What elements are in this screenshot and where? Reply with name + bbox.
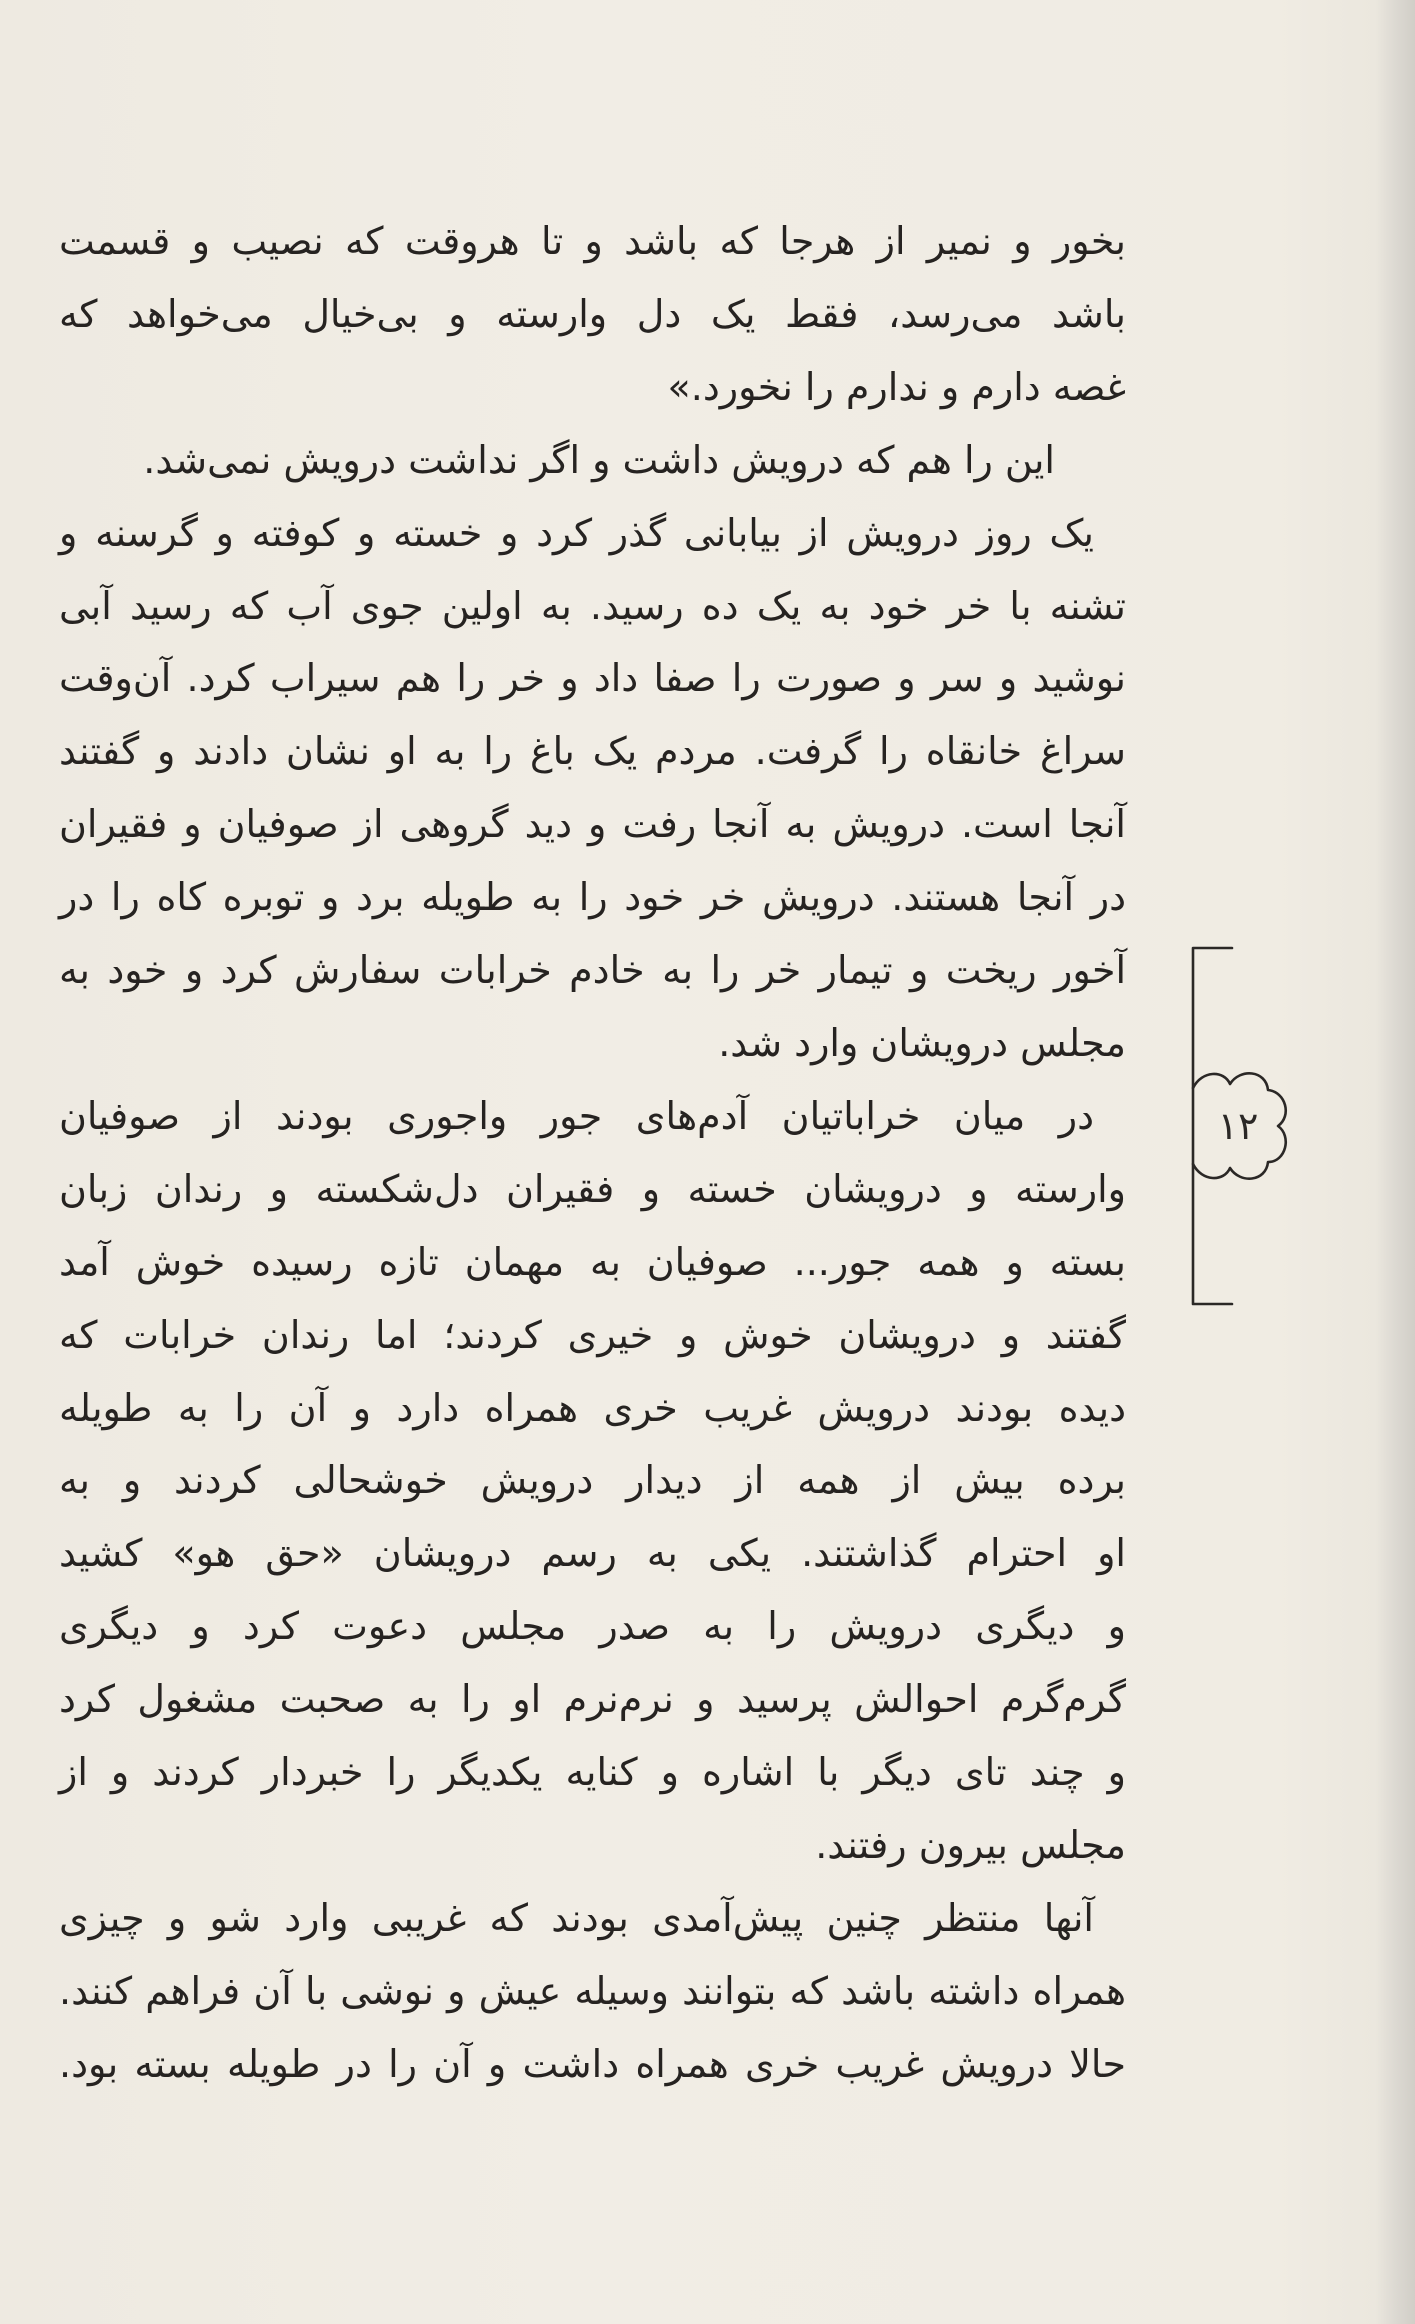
text-line: نوشید و سر و صورت را صفا داد و خر را هم سیراب کرد. آن‌وقت xyxy=(59,656,1126,701)
text-line: در میان خراباتیان آدم‌های جور واجوری بودند از صوفیان xyxy=(59,1093,1094,1138)
text-line: و دیگری درویش را به صدر مجلس دعوت کرد و دیگری xyxy=(59,1604,1126,1649)
text-line: و چند تای دیگر با اشاره و کنایه یکدیگر را خبردار کردند و از xyxy=(59,1750,1126,1795)
paragraph xyxy=(59,497,1126,1080)
text-line: مجلس بیرون رفتند. xyxy=(815,1822,1126,1867)
paragraph xyxy=(59,1882,1126,2101)
text-line: بخور و نمیر از هرجا که باشد و تا هروقت که نصیب و قسمت xyxy=(59,219,1126,263)
page-number-marker xyxy=(1180,930,1310,1330)
page-number: ۱۲ xyxy=(1217,1104,1259,1148)
text-line: تشنه با خر خود به یک ده رسید. به اولین جوی آب که رسید آبی xyxy=(59,583,1126,628)
text-line: برده بیش از همه از دیدار درویش خوشحالی کردند و به xyxy=(59,1458,1126,1503)
text-line: غصه دارم و ندارم را نخورد.» xyxy=(667,364,1126,409)
text-line: دیده بودند درویش غریب خری همراه دارد و آن را به طویله xyxy=(59,1385,1126,1430)
text-line: آنها منتظر چنین پیش‌آمدی بودند که غریبی وارد شو و چیزی xyxy=(59,1895,1094,1940)
page-text xyxy=(59,205,1126,2101)
text-line: بسته و همه جور... صوفیان به مهمان تازه رسیده خوش آمد xyxy=(59,1239,1126,1284)
text-line: باشد می‌رسد، فقط یک دل وارسته و بی‌خیال می‌خواهد که xyxy=(59,291,1126,336)
text-line: در آنجا هستند. درویش خر خود را به طویله برد و توبره کاه را در xyxy=(59,875,1126,920)
text-line: مجلس درویشان وارد شد. xyxy=(718,1020,1126,1065)
paragraph xyxy=(59,205,1126,424)
text-line: یک روز درویش از بیابانی گذر کرد و خسته و کوفته و گرسنه و xyxy=(59,510,1094,555)
text-line: گرم‌گرم احوالش پرسید و نرم‌نرم او را به صحبت مشغول کرد xyxy=(59,1677,1126,1722)
paragraph xyxy=(59,1080,1126,1882)
text-line: این را هم که درویش داشت و اگر نداشت درویش نمی‌شد. xyxy=(143,437,1055,482)
text-line: وارسته و درویشان خسته و فقیران دل‌شکسته و رندان زبان xyxy=(59,1166,1126,1211)
paragraph xyxy=(59,424,1126,497)
text-line: او احترام گذاشتند. یکی به رسم درویشان «حق هو» کشید xyxy=(59,1531,1126,1576)
text-line: آنجا است. درویش به آنجا رفت و دید گروهی از صوفیان و فقیران xyxy=(59,802,1126,847)
text-line: گفتند و درویشان خوش و خیری کردند؛ اما رندان خرابات که xyxy=(59,1312,1126,1357)
text-line: آخور ریخت و تیمار خر را به خادم خرابات سفارش کرد و خود به xyxy=(59,948,1126,993)
text-line: سراغ خانقاه را گرفت. مردم یک باغ را به او نشان دادند و گفتند xyxy=(59,729,1126,774)
text-line: همراه داشته باشد که بتوانند وسیله عیش و نوشی با آن فراهم کنند. xyxy=(59,1968,1126,2013)
text-line: حالا درویش غریب خری همراه داشت و آن را در طویله بسته بود. xyxy=(59,2041,1126,2086)
